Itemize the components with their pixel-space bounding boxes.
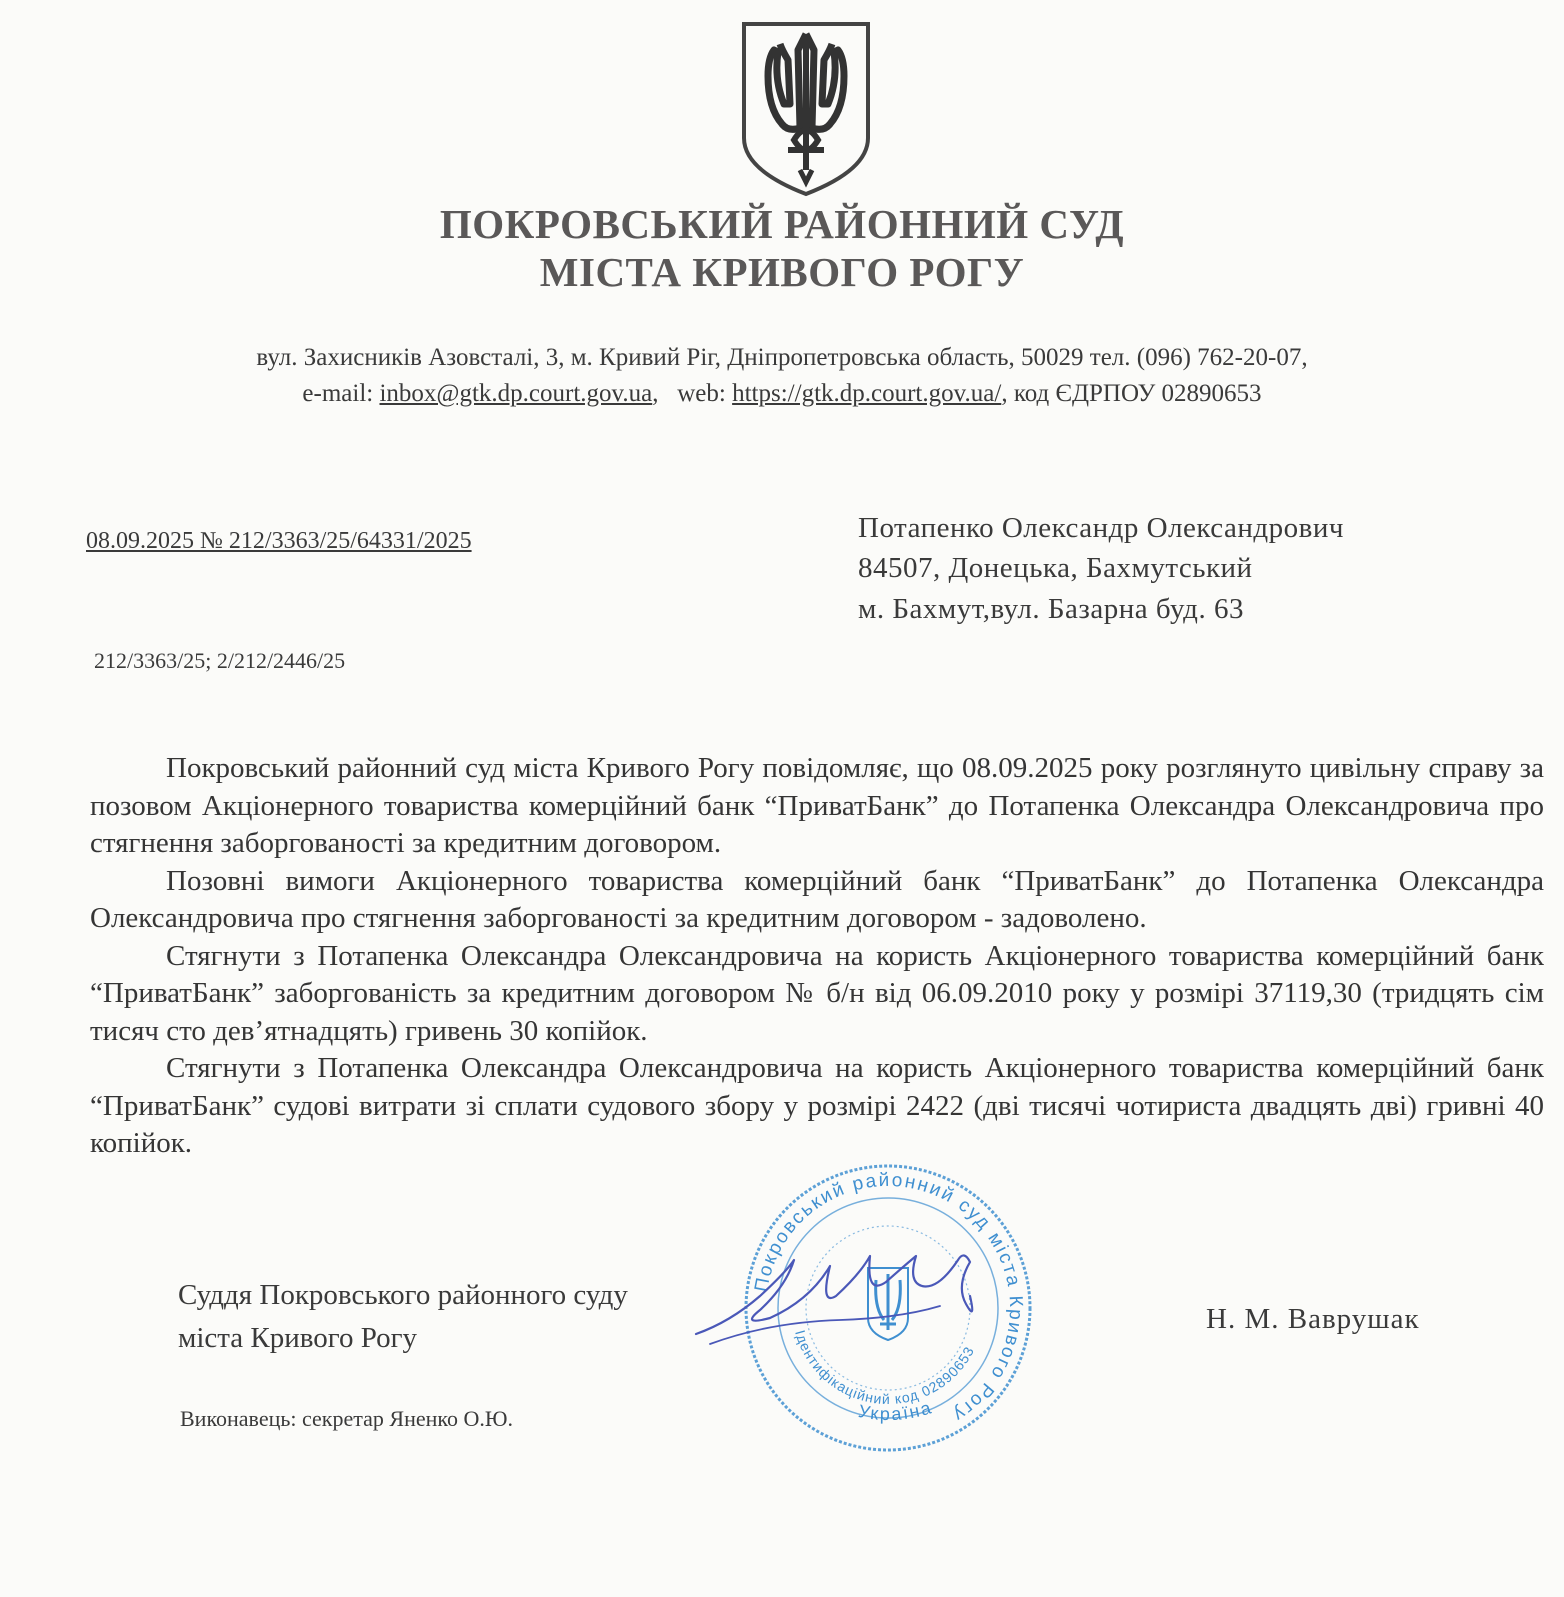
stamp-outer-text: Покровський районний суд міста Кривого Рогу	[751, 1169, 1027, 1427]
paragraph-1: Покровський районний суд міста Кривого Рогу повідомляє, що 08.09.2025 року розглянуто цивільну справу за позовом Акціонерного товариства комерційний банк “ПриватБанк” до Потапенка Олександра Олександровича про стягнення заборгованості за кредитним договором.	[90, 752, 1544, 859]
judge-name: Н. М. Ваврушак	[1206, 1303, 1420, 1335]
stamp-inner-text: Ідентифікаційний код 02890653	[792, 1328, 978, 1408]
web-link[interactable]: https://gtk.dp.court.gov.ua/	[732, 380, 1002, 407]
web-label: web:	[677, 380, 726, 407]
case-numbers: 212/3363/25; 2/212/2446/25	[94, 648, 346, 673]
paragraph-4: Стягнути з Потапенка Олександра Олександровича на користь Акціонерного товариства комерційний банк “ПриватБанк” судові витрати зі сплати судового збору у розмірі 2422 (дві тисячі чотириста двадцять дві) гривні 40 копійок.	[90, 1052, 1544, 1159]
outgoing-reference: 08.09.2025 № 212/3363/25/64331/2025	[86, 528, 472, 554]
recipient-address-line2: м. Бахмут,вул. Базарна буд. 63	[858, 593, 1244, 625]
paragraph-3: Стягнути з Потапенка Олександра Олександровича на користь Акціонерного товариства комерційний банк “ПриватБанк” заборгованість за кредитним договором № б/н від 06.09.2010 року у розмірі 37119,30 (тридцять сім тисяч сто дев’ятнадцять) гривень 30 копійок.	[90, 939, 1544, 1047]
executor-note: Виконавець: секретар Яненко О.Ю.	[180, 1406, 513, 1431]
edrpou-code: , код ЄДРПОУ 02890653	[1001, 380, 1262, 407]
notice-body	[90, 750, 1544, 1163]
court-contacts: e-mail: inbox@gtk.dp.court.gov.ua, web: https://gtk.dp.court.gov.ua/, код ЄДРПОУ 02890653	[302, 380, 1262, 407]
stamp-country-text: Україна	[856, 1396, 936, 1425]
paragraph-2: Позовні вимоги Акціонерного товариства комерційний банк “ПриватБанк” до Потапенка Олександра Олександровича про стягнення заборгованості за кредитним договором - задоволено.	[90, 864, 1544, 934]
signature-title-line1: Суддя Покровського районного суду	[178, 1279, 628, 1311]
email-label: e-mail:	[302, 380, 374, 407]
judge-signature	[690, 1226, 1010, 1356]
court-name-line2: МІСТА КРИВОГО РОГУ	[539, 249, 1025, 295]
email-link[interactable]: inbox@gtk.dp.court.gov.ua	[379, 380, 653, 407]
recipient-name: Потапенко Олександр Олександрович	[858, 512, 1344, 544]
signature-title-line2: міста Кривого Рогу	[178, 1322, 418, 1354]
court-name-line1: ПОКРОВСЬКИЙ РАЙОННИЙ СУД	[439, 201, 1125, 247]
court-address: вул. Захисників Азовсталі, 3, м. Кривий Ріг, Дніпропетровська область, 50029 тел. (096) 762-20-07,	[256, 344, 1308, 371]
recipient-address-line1: 84507, Донецька, Бахмутський	[858, 552, 1253, 584]
coat-of-arms-icon	[738, 20, 874, 198]
